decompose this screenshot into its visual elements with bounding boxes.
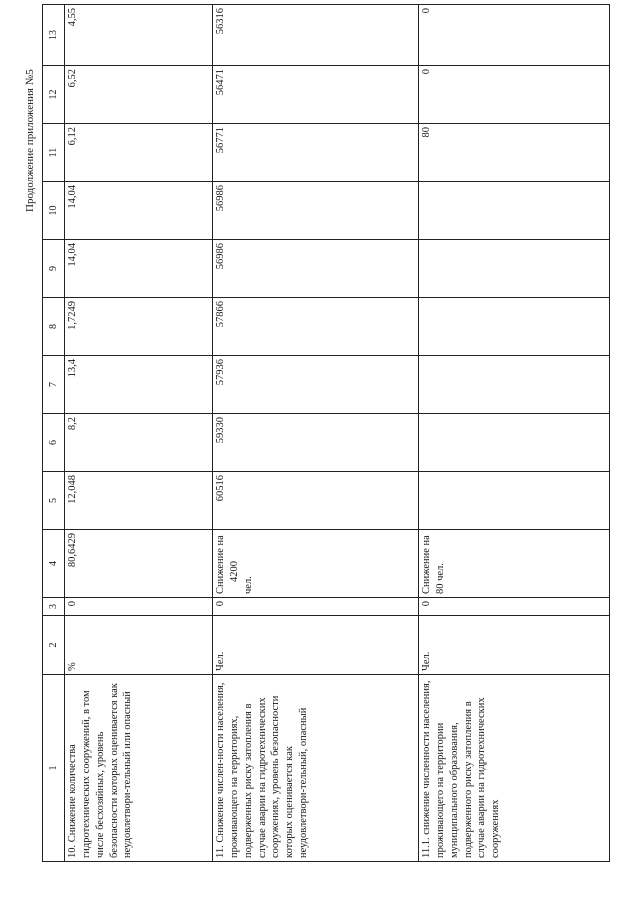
value-cell: 0 xyxy=(65,598,213,616)
value-cell: 1,7249 xyxy=(65,298,213,356)
page-label: Продолжение приложения №5 xyxy=(24,69,36,212)
indicator-table xyxy=(42,4,610,862)
value-cell xyxy=(419,298,610,356)
value-cell: 4,55 xyxy=(65,5,213,66)
value-cell xyxy=(419,240,610,298)
value-cell: 12,048 xyxy=(65,472,213,530)
value-cell: 6,12 xyxy=(65,124,213,182)
value-cell: 0 xyxy=(419,66,610,124)
value-cell: 60516 xyxy=(213,472,419,530)
indicator-cell: 11.1. снижение численности населения, проживающего на территории муниципального образования, подверженного риску затопления в случае аварии на гидротехнических сооружениях xyxy=(419,675,610,862)
value-cell: 0 xyxy=(419,598,610,616)
table-header-row xyxy=(43,5,65,862)
value-cell: 80 xyxy=(419,124,610,182)
value-cell xyxy=(419,356,610,414)
column-header: 6 xyxy=(43,414,65,472)
reduction-prefix: Снижение на xyxy=(215,535,226,594)
value-cell xyxy=(213,530,419,598)
column-header: 3 xyxy=(43,598,65,616)
value-cell: 59330 xyxy=(213,414,419,472)
column-header: 8 xyxy=(43,298,65,356)
column-header: 11 xyxy=(43,124,65,182)
column-header: 5 xyxy=(43,472,65,530)
indicator-cell: 10. Снижение количества гидротехнических сооружений, в том числе бесхозяйных, уровень безопасности которых оценивается как неудовлетвори-тельный или опасный xyxy=(65,675,213,862)
value-cell: 56986 xyxy=(213,240,419,298)
value-cell: 80,6429 xyxy=(65,530,213,598)
value-cell: 6,52 xyxy=(65,66,213,124)
column-header: 13 xyxy=(43,5,65,66)
unit-cell: Чел. xyxy=(419,616,610,675)
value-cell: 13,4 xyxy=(65,356,213,414)
value-cell: 56471 xyxy=(213,66,419,124)
value-cell: 56771 xyxy=(213,124,419,182)
column-header: 2 xyxy=(43,616,65,675)
value-cell: 8,2 xyxy=(65,414,213,472)
column-header: 1 xyxy=(43,675,65,862)
value-cell xyxy=(419,182,610,240)
column-header: 12 xyxy=(43,66,65,124)
value-cell: 56316 xyxy=(213,5,419,66)
value-cell: 0 xyxy=(419,5,610,66)
value-cell: 0 xyxy=(213,598,419,616)
table-row xyxy=(213,5,419,862)
table-row xyxy=(65,5,213,862)
value-cell: 57866 xyxy=(213,298,419,356)
reduction-suffix: чел. xyxy=(242,576,254,594)
unit-cell: Чел. xyxy=(213,616,419,675)
reduction-value: 4200 xyxy=(228,561,240,582)
value-cell: 14,04 xyxy=(65,240,213,298)
column-header: 9 xyxy=(43,240,65,298)
column-header: 7 xyxy=(43,356,65,414)
unit-cell: % xyxy=(65,616,213,675)
column-header: 4 xyxy=(43,530,65,598)
column-header: 10 xyxy=(43,182,65,240)
value-cell: 56986 xyxy=(213,182,419,240)
table-row xyxy=(419,5,610,862)
value-cell xyxy=(419,414,610,472)
value-cell xyxy=(419,472,610,530)
value-cell: Снижение на 80 чел. xyxy=(419,530,610,598)
value-cell: 14,04 xyxy=(65,182,213,240)
value-cell: 57936 xyxy=(213,356,419,414)
indicator-cell: 11. Снижение числен-ности населения, проживающего на территориях, подверженных риску затопления в случае аварии на гидротехнических сооружениях, уровень безопасности которых оценивается как неудовлетвори-тельный, опасный xyxy=(213,675,419,862)
indicator-table-container xyxy=(42,8,610,862)
